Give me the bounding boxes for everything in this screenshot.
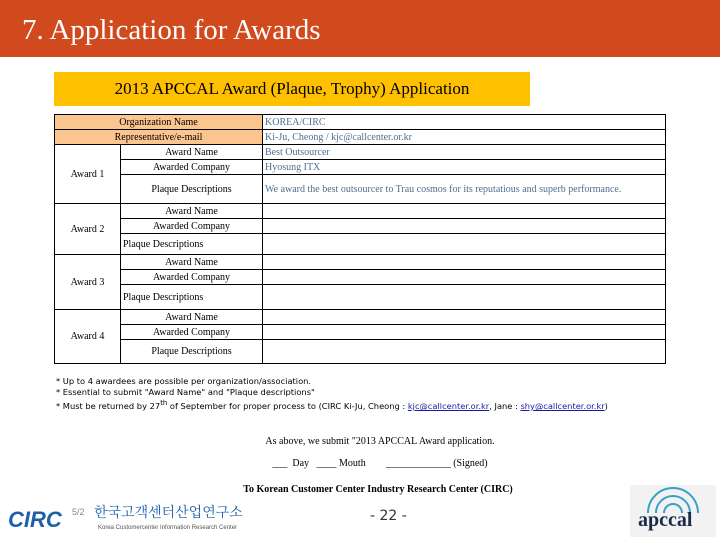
note-3-sup: th xyxy=(160,399,168,407)
award-1-label: Award 1 xyxy=(55,145,121,204)
award-1-company[interactable]: Hyosung ITX xyxy=(263,160,666,175)
rep-label: Representative/e-mail xyxy=(55,130,263,145)
circ-korean-name: 한국고객센터산업연구소 xyxy=(94,505,243,521)
apccal-logo xyxy=(630,485,716,537)
award-3-label: Award 3 xyxy=(55,255,121,310)
circ-logo xyxy=(8,505,308,537)
award-4-name[interactable] xyxy=(263,310,666,325)
signature-line: ___ Day ____ Mouth _____________ (Signed) xyxy=(272,458,488,469)
awarded-company-label: Awarded Company xyxy=(121,270,263,285)
awarded-company-label: Awarded Company xyxy=(121,160,263,175)
award-3-name[interactable] xyxy=(263,255,666,270)
notes xyxy=(56,376,608,412)
note-3-text: * Must be returned by 27 xyxy=(56,400,161,411)
apccal-logo-text: apccal xyxy=(638,509,693,531)
circ-logo-text: CIRC xyxy=(8,507,62,532)
rep-value[interactable]: Ki-Ju, Cheong / kjc@callcenter.or.kr xyxy=(263,130,666,145)
award-3-plaque[interactable] xyxy=(263,285,666,310)
page-number: - 22 - xyxy=(370,508,407,524)
awarded-company-label: Awarded Company xyxy=(121,219,263,234)
submit-statement: As above, we submit "2013 APCCAL Award application. xyxy=(265,436,495,447)
award-4-label: Award 4 xyxy=(55,310,121,364)
award-name-label: Award Name xyxy=(121,145,263,160)
plaque-label: Plaque Descriptions xyxy=(121,175,263,204)
date-fragment: 5/2 xyxy=(72,507,85,517)
awarded-company-label: Awarded Company xyxy=(121,325,263,340)
award-4-company[interactable] xyxy=(263,325,666,340)
slide-title: 7. Application for Awards xyxy=(22,14,321,46)
note-1: * Up to 4 awardees are possible per organization/association. xyxy=(56,376,312,386)
note-2: * Essential to submit "Award Name" and "Plaque descriptions" xyxy=(56,387,315,397)
circ-english-name: Korea Customercenter Information Research Center xyxy=(98,525,238,531)
award-name-label: Award Name xyxy=(121,255,263,270)
award-2-plaque[interactable] xyxy=(263,234,666,255)
email-link-kjc[interactable]: kjc@callcenter.or.kr xyxy=(407,400,490,411)
note-3-text: ) xyxy=(604,400,608,411)
org-value[interactable]: KOREA/CIRC xyxy=(263,115,666,130)
note-3 xyxy=(56,398,608,412)
award-name-label: Award Name xyxy=(121,204,263,219)
org-label: Organization Name xyxy=(55,115,263,130)
award-2-label: Award 2 xyxy=(55,204,121,255)
award-1-plaque[interactable]: We award the best outsourcer to Trau cosmos for its reputatious and superb performance. xyxy=(263,175,666,204)
plaque-label: Plaque Descriptions xyxy=(121,234,263,255)
email-link-shy[interactable]: shy@callcenter.or.kr xyxy=(520,400,605,411)
title-bar xyxy=(0,0,720,57)
plaque-label: Plaque Descriptions xyxy=(121,340,263,364)
award-1-name[interactable]: Best Outsourcer xyxy=(263,145,666,160)
note-3-text: of September for proper process to (CIRC Ki-Ju, Cheong : xyxy=(167,400,408,411)
award-name-label: Award Name xyxy=(121,310,263,325)
form-title: 2013 APCCAL Award (Plaque, Trophy) Application xyxy=(54,72,530,106)
award-4-plaque[interactable] xyxy=(263,340,666,364)
application-table xyxy=(54,114,666,364)
plaque-label: Plaque Descriptions xyxy=(121,285,263,310)
award-3-company[interactable] xyxy=(263,270,666,285)
note-3-text: , Jane : xyxy=(489,400,521,411)
award-2-company[interactable] xyxy=(263,219,666,234)
award-2-name[interactable] xyxy=(263,204,666,219)
recipient: To Korean Customer Center Industry Research Center (CIRC) xyxy=(243,484,513,495)
